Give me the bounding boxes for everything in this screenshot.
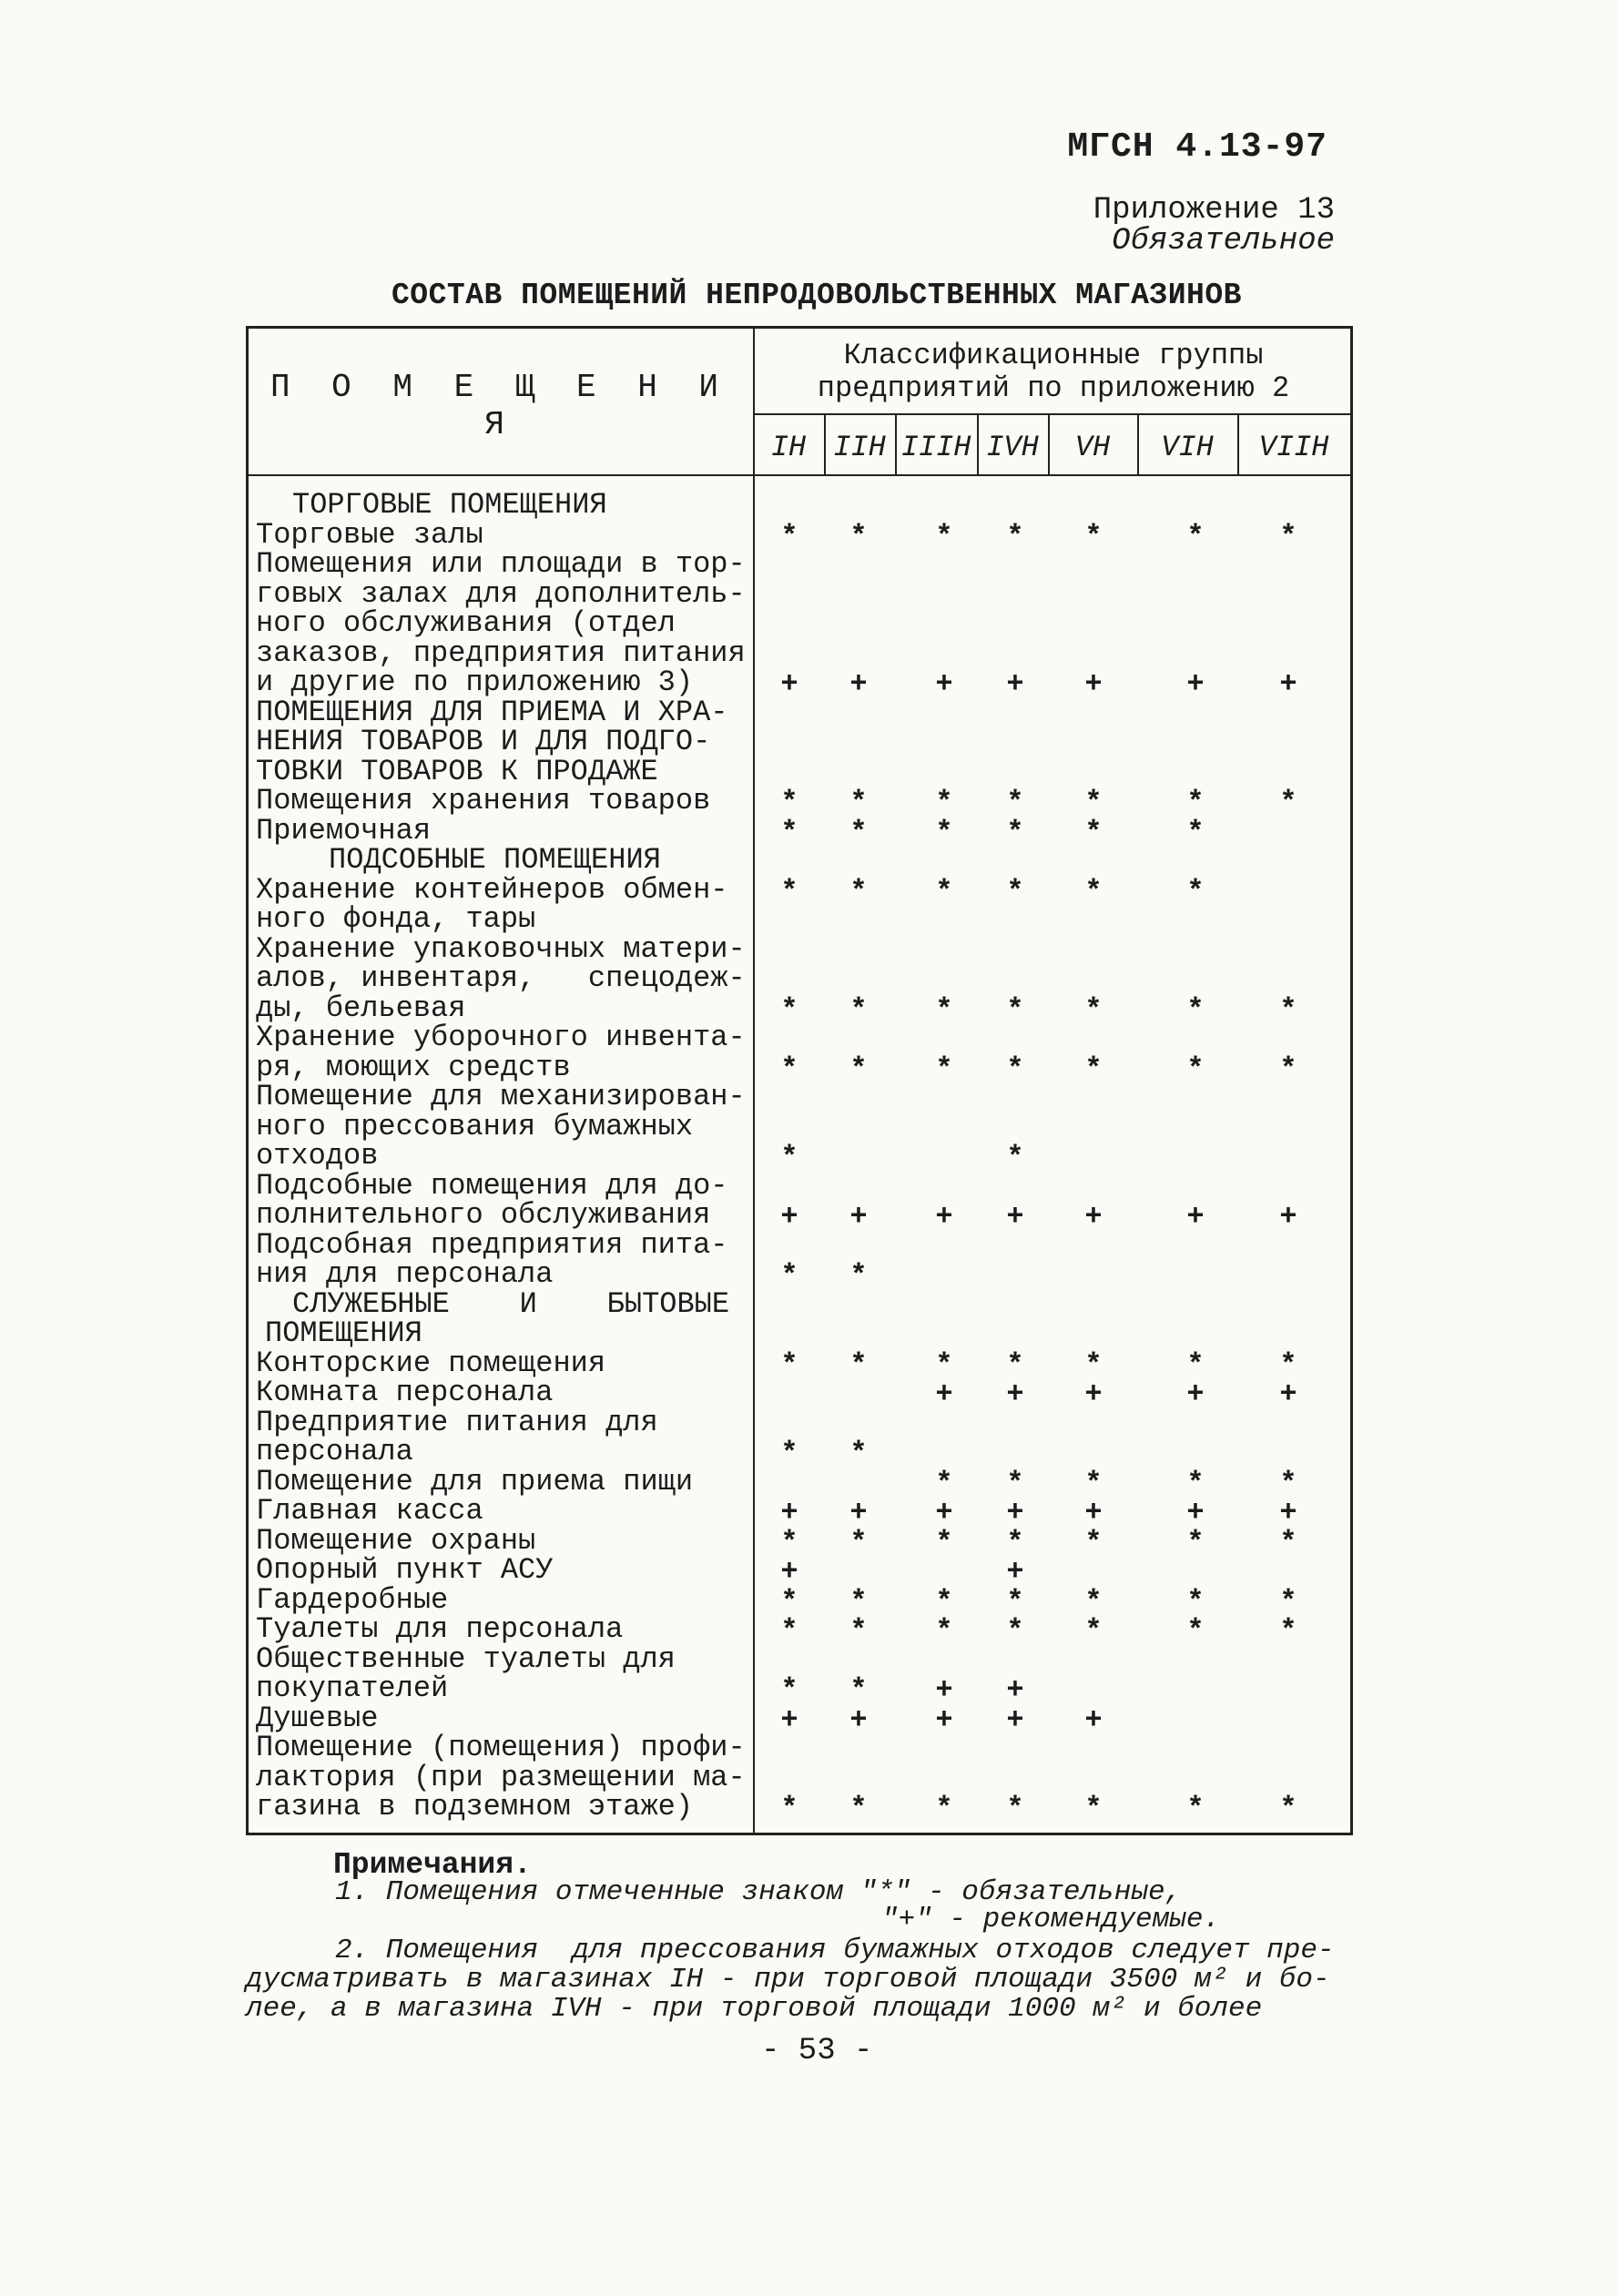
mandatory-mark: *: [780, 519, 798, 554]
recommended-mark: +: [1006, 1673, 1024, 1707]
room-label: ПОМЕЩЕНИЯ ДЛЯ ПРИЕМА И ХРА-: [256, 695, 728, 729]
mandatory-mark: *: [780, 1437, 798, 1470]
room-label: Помещения хранения товаров: [256, 784, 711, 818]
room-label: Конторские помещения: [256, 1346, 606, 1380]
room-label: Хранение уборочного инвента-: [256, 1021, 746, 1054]
mandatory-mark: *: [1006, 992, 1024, 1027]
mandatory-mark: *: [849, 1347, 868, 1382]
mandatory-mark: *: [780, 1673, 798, 1707]
mandatory-mark: *: [1279, 1051, 1297, 1086]
mandatory-mark: *: [935, 1584, 953, 1619]
room-label: Подсобная предприятия пита-: [256, 1227, 728, 1262]
mandatory-mark: *: [849, 1051, 868, 1086]
recommended-mark: +: [1084, 667, 1103, 701]
mandatory-mark: *: [1006, 1466, 1024, 1500]
room-label: Хранение упаковочных матери-: [256, 931, 746, 966]
mandatory-mark: *: [849, 1792, 868, 1825]
recommended-mark: +: [1006, 1555, 1024, 1589]
recommended-mark: +: [1186, 667, 1205, 701]
header-bottom-rule: [249, 474, 1350, 476]
recommended-mark: +: [1186, 1200, 1205, 1234]
room-label: лактория (при размещении ма-: [256, 1760, 746, 1794]
room-label: заказов, предприятия питания: [256, 635, 746, 670]
recommended-mark: +: [1084, 1496, 1103, 1529]
mandatory-mark: *: [849, 1584, 868, 1619]
header-rule: [753, 413, 1350, 415]
mandatory-mark: *: [1279, 1525, 1297, 1559]
mandatory-mark: *: [780, 1141, 798, 1174]
room-label: ТОВКИ ТОВАРОВ К ПРОДАЖЕ: [256, 754, 658, 788]
mandatory-mark: *: [849, 815, 868, 849]
mandatory-mark: *: [935, 1525, 953, 1559]
mandatory-mark: *: [849, 519, 868, 554]
mandatory-mark: *: [1084, 1792, 1103, 1825]
room-label: Опорный пункт АСУ: [256, 1553, 554, 1587]
room-label: ного прессования бумажных: [256, 1109, 694, 1143]
mandatory-mark: *: [935, 874, 953, 909]
mandatory-mark: *: [1186, 1051, 1205, 1086]
room-label: Приемочная: [256, 813, 432, 848]
recommended-mark: +: [1186, 1496, 1205, 1529]
document-code: МГСН 4.13-97: [1067, 127, 1327, 167]
room-label: ного обслуживания (отдел: [256, 606, 676, 640]
mandatory-mark: *: [780, 1051, 798, 1086]
mandatory-mark: *: [1279, 1614, 1297, 1648]
notes-title: Примечания.: [333, 1848, 532, 1882]
room-label: Помещение для механизирован-: [256, 1080, 746, 1113]
room-label: полнительного обслуживания: [256, 1198, 711, 1232]
mandatory-mark: *: [780, 1525, 798, 1559]
mandatory-mark: *: [1186, 1614, 1205, 1648]
mandatory-mark: *: [1006, 1347, 1024, 1382]
mandatory-mark: *: [1006, 1792, 1024, 1825]
mandatory-mark: *: [935, 1347, 953, 1382]
mandatory-mark: *: [780, 1259, 798, 1293]
column-divider: [753, 329, 755, 1833]
rooms-table: [246, 326, 1353, 1835]
room-label: и другие по приложению 3): [256, 665, 694, 699]
mandatory-mark: *: [1084, 874, 1103, 909]
classification-header-line2: предприятий по приложению 2: [817, 371, 1290, 405]
mandatory-mark: *: [1186, 1347, 1205, 1382]
room-label: алов, инвентаря, спецодеж-: [256, 961, 746, 995]
recommended-mark: +: [849, 667, 868, 701]
mandatory-mark: *: [1084, 992, 1103, 1027]
room-label: Помещение охраны: [256, 1523, 536, 1558]
section-heading: СЛУЖЕБНЫЕ И БЫТОВЫЕ: [292, 1286, 730, 1321]
recommended-mark: +: [1279, 1496, 1297, 1529]
mandatory-mark: *: [1186, 992, 1205, 1027]
appendix-label: Приложение 13: [1093, 193, 1335, 228]
recommended-mark: +: [780, 1702, 798, 1737]
mandatory-mark: *: [935, 992, 953, 1027]
recommended-mark: +: [780, 667, 798, 701]
mandatory-mark: *: [780, 992, 798, 1027]
mandatory-mark: *: [780, 786, 798, 819]
group-column-header: IH: [770, 431, 807, 464]
mandatory-mark: *: [1084, 1614, 1103, 1648]
room-label: Предприятие питания для: [256, 1405, 658, 1439]
mandatory-mark: *: [780, 874, 798, 909]
room-label: газина в подземном этаже): [256, 1790, 694, 1824]
recommended-mark: +: [780, 1200, 798, 1234]
mandatory-mark: *: [1006, 786, 1024, 819]
mandatory-mark: *: [1006, 874, 1024, 909]
mandatory-mark: *: [1186, 815, 1205, 849]
section-heading: ТОРГОВЫЕ ПОМЕЩЕНИЯ: [292, 488, 607, 522]
mandatory-mark: *: [780, 815, 798, 849]
recommended-mark: +: [1084, 1702, 1103, 1737]
room-label: НЕНИЯ ТОВАРОВ И ДЛЯ ПОДГО-: [256, 725, 711, 758]
mandatory-mark: *: [1279, 1347, 1297, 1382]
mandatory-mark: *: [1084, 1051, 1103, 1086]
mandatory-mark: *: [1279, 1584, 1297, 1619]
note-line: дусматривать в магазинах IH - при торговой площади 3500 м² и бо-: [246, 1964, 1330, 1996]
recommended-mark: +: [935, 667, 953, 701]
room-label: Подсобные помещения для до-: [256, 1168, 728, 1203]
recommended-mark: +: [1006, 1377, 1024, 1411]
section-heading: ПОМЕЩЕНИЯ: [265, 1316, 422, 1350]
mandatory-mark: *: [780, 1614, 798, 1648]
room-label: Душевые: [256, 1701, 379, 1735]
room-label: Торговые залы: [256, 517, 483, 552]
appendix-status: Обязательное: [1112, 224, 1335, 259]
note-line: 2. Помещения для прессования бумажных отходов следует пре-: [335, 1935, 1335, 1966]
mandatory-mark: *: [1279, 1792, 1297, 1825]
recommended-mark: +: [780, 1496, 798, 1529]
group-column-header: VIH: [1161, 431, 1214, 464]
mandatory-mark: *: [935, 519, 953, 554]
mandatory-mark: *: [1279, 1466, 1297, 1500]
mandatory-mark: *: [849, 1614, 868, 1648]
mandatory-mark: *: [1006, 1584, 1024, 1619]
recommended-mark: +: [1084, 1377, 1103, 1411]
recommended-mark: +: [1084, 1200, 1103, 1234]
group-column-header: IIH: [833, 431, 886, 464]
mandatory-mark: *: [849, 1259, 868, 1293]
mandatory-mark: *: [780, 1584, 798, 1619]
mandatory-mark: *: [1279, 519, 1297, 554]
classification-header: [755, 340, 1352, 405]
mandatory-mark: *: [1084, 1525, 1103, 1559]
mandatory-mark: *: [1186, 1792, 1205, 1825]
mandatory-mark: *: [1084, 1584, 1103, 1619]
mandatory-mark: *: [1279, 786, 1297, 819]
recommended-mark: +: [1006, 1702, 1024, 1737]
room-label: покупателей: [256, 1671, 449, 1705]
room-label: ды, бельевая: [256, 991, 466, 1025]
mandatory-mark: *: [1186, 519, 1205, 554]
recommended-mark: +: [849, 1702, 868, 1737]
room-label: отходов: [256, 1139, 379, 1173]
mandatory-mark: *: [849, 1437, 868, 1470]
room-label: Общественные туалеты для: [256, 1641, 676, 1676]
mandatory-mark: *: [935, 1792, 953, 1825]
mandatory-mark: *: [1084, 815, 1103, 849]
recommended-mark: +: [780, 1555, 798, 1589]
mandatory-mark: *: [780, 1347, 798, 1382]
mandatory-mark: *: [935, 1614, 953, 1648]
group-column-header: VH: [1074, 431, 1111, 464]
room-label: Помещение (помещения) профи-: [256, 1731, 746, 1764]
mandatory-mark: *: [780, 1792, 798, 1825]
recommended-mark: +: [1279, 667, 1297, 701]
group-column-header: IIIH: [900, 431, 971, 464]
section-heading: ПОДСОБНЫЕ ПОМЕЩЕНИЯ: [329, 843, 661, 877]
recommended-mark: +: [1006, 667, 1024, 701]
mandatory-mark: *: [1084, 786, 1103, 819]
recommended-mark: +: [935, 1673, 953, 1707]
mandatory-mark: *: [849, 874, 868, 909]
room-label: ного фонда, тары: [256, 902, 536, 936]
group-column-header: IVH: [986, 431, 1039, 464]
room-label: Туалеты для персонала: [256, 1612, 624, 1646]
recommended-mark: +: [935, 1496, 953, 1529]
mandatory-mark: *: [935, 786, 953, 819]
room-label: Помещение для приема пищи: [256, 1464, 694, 1498]
mandatory-mark: *: [1186, 786, 1205, 819]
mandatory-mark: *: [935, 1466, 953, 1500]
mandatory-mark: *: [935, 815, 953, 849]
recommended-mark: +: [1006, 1496, 1024, 1529]
group-column-header: VIIH: [1258, 431, 1329, 464]
mandatory-mark: *: [1084, 1466, 1103, 1500]
mandatory-mark: *: [1006, 1051, 1024, 1086]
room-label: персонала: [256, 1435, 413, 1468]
recommended-mark: +: [1279, 1200, 1297, 1234]
room-label: ря, моющих средств: [256, 1050, 571, 1084]
mandatory-mark: *: [849, 1673, 868, 1707]
mandatory-mark: *: [849, 992, 868, 1027]
mandatory-mark: *: [1006, 1141, 1024, 1174]
mandatory-mark: *: [1006, 1614, 1024, 1648]
note-line: 1. Помещения отмеченные знаком "*" - обязательные,: [335, 1876, 1183, 1908]
note-line: "+" - рекомендуемые.: [881, 1904, 1221, 1935]
mandatory-mark: *: [849, 1525, 868, 1559]
mandatory-mark: *: [1006, 815, 1024, 849]
page-number: - 53 -: [761, 2034, 873, 2068]
recommended-mark: +: [849, 1496, 868, 1529]
room-label: Хранение контейнеров обмен-: [256, 872, 728, 907]
recommended-mark: +: [849, 1200, 868, 1234]
mandatory-mark: *: [935, 1051, 953, 1086]
room-label: говых залах для дополнитель-: [256, 576, 746, 611]
classification-header-line1: Классификационные группы: [843, 339, 1264, 372]
recommended-mark: +: [935, 1377, 953, 1411]
recommended-mark: +: [1006, 1200, 1024, 1234]
note-line: лее, а в магазина IVH - при торговой площади 1000 м² и более: [246, 1993, 1263, 2025]
mandatory-mark: *: [1084, 1347, 1103, 1382]
mandatory-mark: *: [1186, 1466, 1205, 1500]
recommended-mark: +: [1186, 1377, 1205, 1411]
mandatory-mark: *: [849, 786, 868, 819]
recommended-mark: +: [935, 1702, 953, 1737]
mandatory-mark: *: [1186, 1584, 1205, 1619]
room-label: Комната персонала: [256, 1376, 554, 1409]
room-label: ния для персонала: [256, 1257, 554, 1291]
page-title: СОСТАВ ПОМЕЩЕНИЙ НЕПРОДОВОЛЬСТВЕННЫХ МАГАЗИНОВ: [392, 279, 1242, 312]
recommended-mark: +: [935, 1200, 953, 1234]
mandatory-mark: *: [1279, 992, 1297, 1027]
mandatory-mark: *: [1006, 1525, 1024, 1559]
room-label: Главная касса: [256, 1494, 483, 1528]
mandatory-mark: *: [1186, 874, 1205, 909]
mandatory-mark: *: [1084, 519, 1103, 554]
room-label: Помещения или площади в тор-: [256, 547, 746, 581]
mandatory-mark: *: [1186, 1525, 1205, 1559]
mandatory-mark: *: [1006, 519, 1024, 554]
room-label: Гардеробные: [256, 1582, 449, 1617]
recommended-mark: +: [1279, 1377, 1297, 1411]
rooms-column-header: П О М Е Щ Е Н И Я: [270, 369, 730, 443]
